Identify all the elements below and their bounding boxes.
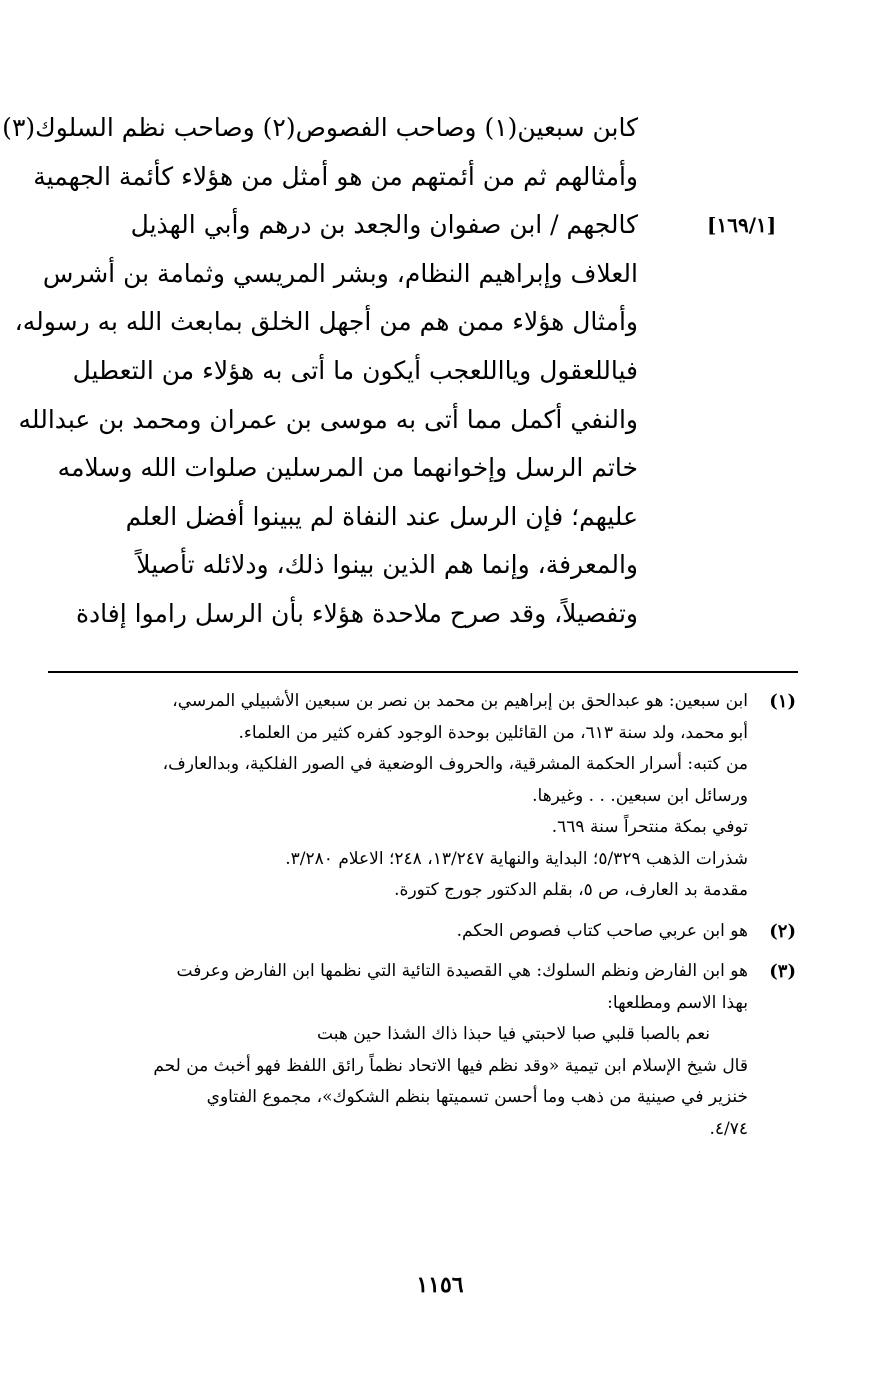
footnote-line: ٤/٧٤. [709, 1118, 748, 1139]
footnote-line: شذرات الذهب ٥/٣٢٩؛ البداية والنهاية ١٣/٢٤٧، ٢٤٨؛ الاعلام ٣/٢٨٠. [285, 848, 748, 869]
footnote-body [48, 956, 748, 1145]
footnote-3 [48, 956, 796, 1145]
main-text-line: كابن سبعين(١) وصاحب الفصوص(٢) وصاحب نظم السلوك(٣) [2, 113, 638, 142]
main-text-line: فياللعقول ويااللعجب أيكون ما أتى به هؤلاء من التعطيل [72, 355, 638, 385]
footnote-line: مقدمة بد العارف، ص ٥، بقلم الدكتور جورج كتورة. [394, 880, 748, 900]
footnote-line: بهذا الاسم ومطلعها: [607, 992, 748, 1013]
footnote-2 [48, 916, 796, 948]
footnote-number: (٢) [769, 920, 796, 942]
page-number: ١١٥٦ [416, 1272, 464, 1298]
main-text-line: وأمثال هؤلاء ممن هم من أجهل الخلق بمابعث الله به رسوله، [14, 307, 638, 337]
footnote-line: توفي بمكة منتحراً سنة ٦٦٩. [551, 817, 748, 837]
main-text [2, 104, 638, 639]
footnote-body [48, 916, 748, 948]
footnotes [48, 686, 796, 1154]
main-text-line: وأمثالهم ثم من أئمتهم من هو أمثل من هؤلاء كأئمة الجهمية [33, 161, 638, 191]
footnote-number: (١) [769, 691, 796, 712]
main-text-line: العلاف وإبراهيم النظام، وبشر المريسي وثمامة بن أشرس [42, 258, 638, 288]
poem-verse: نعم بالصبا قلبي صبا لاحبتي فيا حبذا ذاك الشذا حين هبت [317, 1024, 710, 1044]
footnote-line: قال شيخ الإسلام ابن تيمية «وقد نظم فيها الاتحاد نظماً رائق اللفظ فهو أخبث من لحم [153, 1055, 748, 1076]
footnote-separator [48, 671, 798, 673]
footnote-line: ورسائل ابن سبعين. . . وغيرها. [532, 785, 748, 806]
footnote-line: ابن سبعين: هو عبدالحق بن إبراهيم بن محمد بن نصر بن سبعين الأشبيلي المرسي، [172, 691, 748, 711]
main-text-line: عليهم؛ فإن الرسل عند النفاة لم يبينوا أفضل العلم [125, 501, 638, 531]
main-text-line: والنفي أكمل مما أتى به موسى بن عمران ومحمد بن عبدالله [18, 404, 638, 434]
footnote-1 [48, 686, 796, 907]
footnote-number: (٣) [769, 961, 796, 982]
main-text-line: خاتم الرسل وإخوانهما من المرسلين صلوات الله وسلامه [57, 453, 638, 483]
footnote-body [48, 686, 748, 907]
footnote-line: هو ابن عربي صاحب كتاب فصوص الحكم. [456, 920, 748, 941]
footnote-line: أبو محمد، ولد سنة ٦١٣، من القائلين بوحدة الوجود كفره كثير من العلماء. [238, 722, 748, 743]
footnote-line: خنزير في صينية من ذهب وما أحسن تسميتها بنظم الشكوك»، مجموع الفتاوي [206, 1087, 748, 1107]
main-text-line: وتفصيلاً، وقد صرح ملاحدة هؤلاء بأن الرسل راموا إفادة [75, 598, 638, 628]
footnote-line: هو ابن الفارض ونظم السلوك: هي القصيدة التائية التي نظمها ابن الفارض وعرفت [176, 961, 748, 981]
main-text-line: كالجهم / ابن صفوان والجعد بن درهم وأبي الهذيل [130, 210, 638, 240]
main-text-line: والمعرفة، وإنما هم الذين بينوا ذلك، ودلائله تأصيلاً [136, 550, 638, 580]
margin-reference: [١٦٩/١] [707, 213, 777, 237]
footnote-line: من كتبه: أسرار الحكمة المشرقية، والحروف الوضعية في الصور الفلكية، وبدالعارف، [162, 754, 748, 774]
